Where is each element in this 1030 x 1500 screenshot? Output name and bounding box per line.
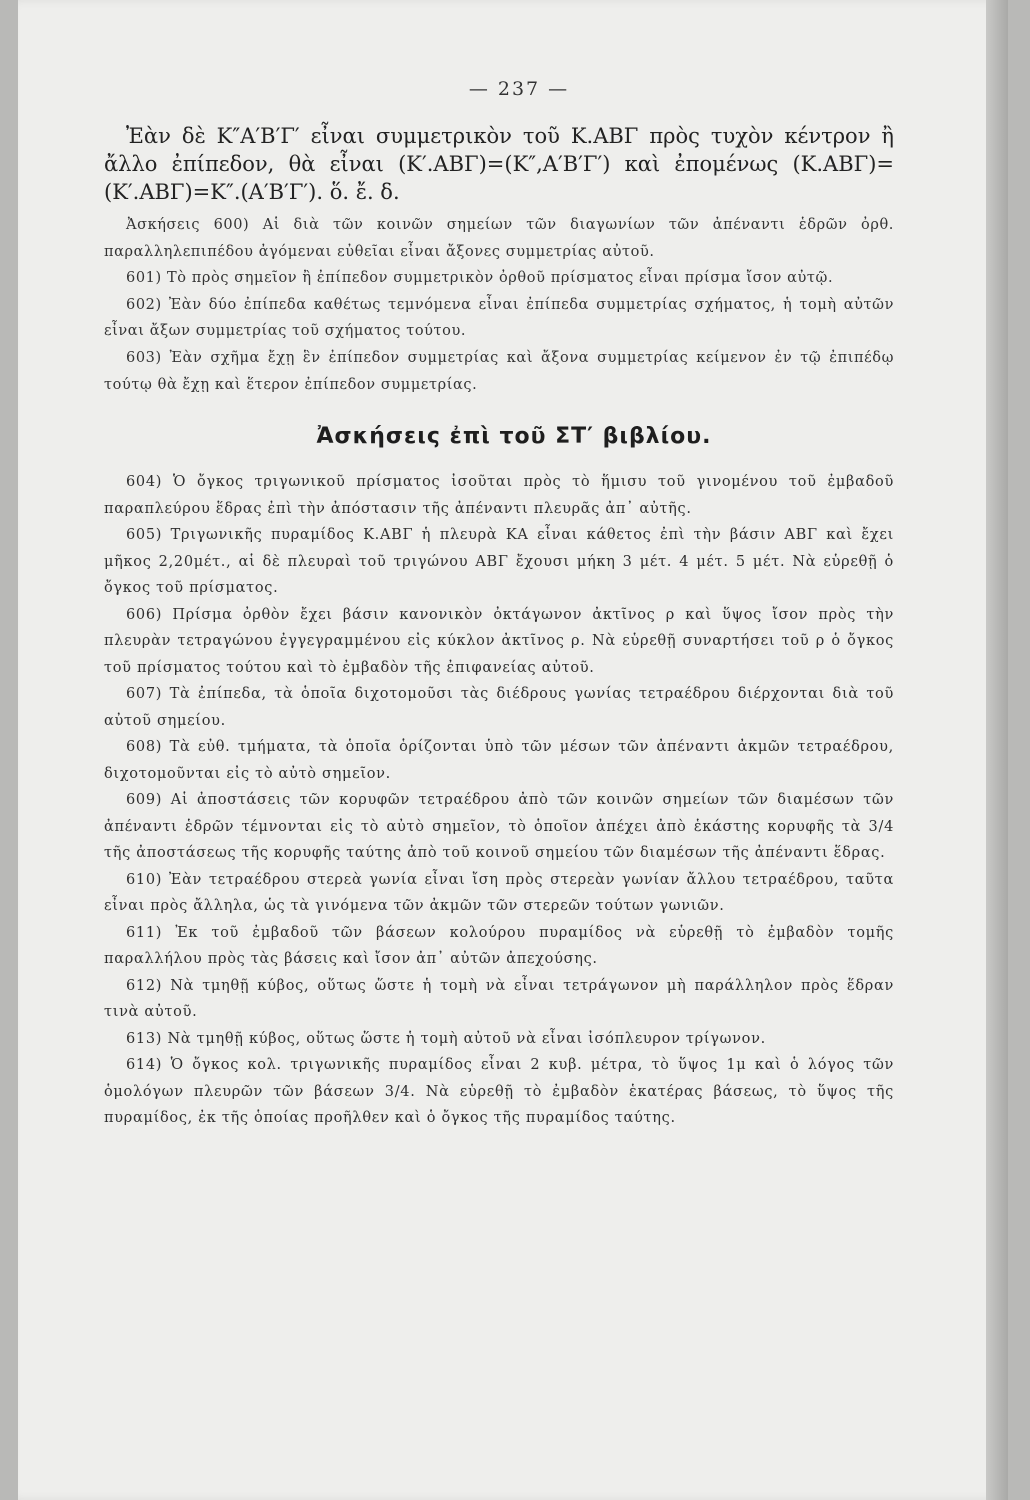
page-edge-shadow bbox=[986, 0, 1008, 1500]
exercise-612: 612) Νὰ τμηθῇ κύβος, οὕτως ὥστε ἡ τομὴ νὰ εἶναι τετράγωνον μὴ παράλληλον πρὸς ἕδραν τινὰ αὐτοῦ. bbox=[104, 977, 894, 1021]
exercise-610: 610) Ἐὰν τετραέδρου στερεὰ γωνία εἶναι ἴση πρὸς στερεὰν γωνίαν ἄλλου τετραέδρου, ταῦτα εἶναι πρὸς ἄλληλα, ὡς τὰ γινόμενα τῶν ἀκμῶν τῶν στερεῶν τούτων γωνιῶν. bbox=[104, 871, 894, 915]
exercise-611: 611) Ἐκ τοῦ ἐμβαδοῦ τῶν βάσεων κολούρου πυραμίδος νὰ εὑρεθῇ τὸ ἐμβαδὸν τομῆς παραλλήλου πρὸς τὰς βάσεις καὶ ἴσον ἀπ᾽ αὐτῶν ἀπεχούσης. bbox=[104, 924, 894, 968]
exercise-600: Ἀσκήσεις 600) Αἱ διὰ τῶν κοινῶν σημείων τῶν διαγωνίων τῶν ἀπέναντι ἑδρῶν ὀρθ. παραλληλεπιπέδου ἀγόμεναι εὐθεῖαι εἶναι ἄξονες συμμετρίας αὐτοῦ. bbox=[104, 217, 894, 260]
section-heading: Ἀσκήσεις ἐπὶ τοῦ ΣΤ′ βιβλίου. bbox=[316, 424, 712, 450]
exercise-605: 605) Τριγωνικῆς πυραμίδος Κ.ΑΒΓ ἡ πλευρὰ ΚΑ εἶναι κάθετος ἐπὶ τὴν βάσιν ΑΒΓ καὶ ἔχει μῆκος 2,20μέτ., αἱ δὲ πλευραὶ τοῦ τριγώνου ΑΒΓ ἔχουσι μήκη 3 μέτ. 4 μέτ. 5 μέτ. Νὰ εὑρεθῇ ὁ ὄγκος τοῦ πρίσματος. bbox=[104, 527, 894, 597]
page-number: — 237 — bbox=[468, 78, 570, 100]
exercise-607: 607) Τὰ ἐπίπεδα, τὰ ὁποῖα διχοτομοῦσι τὰς διέδρους γωνίας τετραέδρου διέρχονται διὰ τοῦ αὐτοῦ σημείου. bbox=[104, 686, 894, 729]
exercise-601: 601) Τὸ πρὸς σημεῖον ἢ ἐπίπεδον συμμετρικὸν ὀρθοῦ πρίσματος εἶναι πρίσμα ἴσον αὐτῷ. bbox=[126, 270, 834, 287]
lead-paragraph: Ἐὰν δὲ Κ″Α′Β′Γ′ εἶναι συμμετρικὸν τοῦ Κ.ΑΒΓ πρὸς τυχὸν κέντρον ἢ ἄλλο ἐπίπεδον, θὰ εἶναι (Κ′.ΑΒΓ)=(Κ″,Α′Β′Γ′) καὶ ἐπομένως (Κ.ΑΒΓ)=(Κ′.ΑΒΓ)=Κ″.(Α′Β′Γ′). ὅ. ἔ. δ. bbox=[104, 124, 894, 204]
page-content bbox=[104, 78, 894, 1132]
exercise-604: 604) Ὁ ὄγκος τριγωνικοῦ πρίσματος ἰσοῦται πρὸς τὸ ἥμισυ τοῦ γινομένου τοῦ ἐμβαδοῦ παραπλεύρου ἕδρας ἐπὶ τὴν ἀπόστασιν τῆς ἀπέναντι πλευρᾶς ἀπ᾽ αὐτῆς. bbox=[104, 474, 894, 517]
exercise-608: 608) Τὰ εὐθ. τμήματα, τὰ ὁποῖα ὁρίζονται ὑπὸ τῶν μέσων τῶν ἀπέναντι ἀκμῶν τετραέδρου, διχοτομοῦνται εἰς τὸ αὐτὸ σημεῖον. bbox=[104, 739, 894, 782]
exercise-606: 606) Πρίσμα ὀρθὸν ἔχει βάσιν κανονικὸν ὀκτάγωνον ἀκτῖνος ρ καὶ ὕψος ἴσον πρὸς τὴν πλευρὰν τετραγώνου ἐγγεγραμμένου εἰς κύκλον ἀκτῖνος ρ. Νὰ εὑρεθῇ συναρτήσει τοῦ ρ ὁ ὄγκος τοῦ πρίσματος τούτου καὶ τὸ ἐμβαδὸν τῆς ἐπιφανείας αὐτοῦ. bbox=[104, 606, 894, 676]
exercise-609: 609) Αἱ ἀποστάσεις τῶν κορυφῶν τετραέδρου ἀπὸ τῶν κοινῶν σημείων τῶν διαμέσων τῶν ἀπέναντι ἑδρῶν τέμνονται εἰς τὸ αὐτὸ σημεῖον, τὸ ὁποῖον ἀπέχει ἀπὸ ἑκάστης κορυφῆς τὰ 3/4 τῆς ἀποστάσεως τῆς κορυφῆς ταύτης ἀπὸ τοῦ κοινοῦ σημείου τῶν διαμέσων τῆς ἀπέναντι ἕδρας. bbox=[104, 792, 894, 862]
exercise-603: 603) Ἐὰν σχῆμα ἔχῃ ἓν ἐπίπεδον συμμετρίας καὶ ἄξονα συμμετρίας κείμενον ἐν τῷ ἐπιπέδῳ τούτῳ θὰ ἔχῃ καὶ ἕτερον ἐπίπεδον συμμετρίας. bbox=[104, 349, 894, 393]
exercise-602: 602) Ἐὰν δύο ἐπίπεδα καθέτως τεμνόμενα εἶναι ἐπίπεδα συμμετρίας σχήματος, ἡ τομὴ αὐτῶν εἶναι ἄξων συμμετρίας τοῦ σχήματος τούτου. bbox=[104, 296, 894, 340]
exercise-614: 614) Ὁ ὄγκος κολ. τριγωνικῆς πυραμίδος εἶναι 2 κυβ. μέτρα, τὸ ὕψος 1μ καὶ ὁ λόγος τῶν ὁμολόγων πλευρῶν τῶν βάσεων 3/4. Νὰ εὑρεθῇ τὸ ἐμβαδὸν ἑκατέρας βάσεως, τὸ ὕψος τῆς πυραμίδος, ἐκ τῆς ὁποίας προῆλθεν καὶ ὁ ὄγκος τῆς πυραμίδος ταύτης. bbox=[104, 1057, 894, 1127]
page-sheet bbox=[18, 0, 1008, 1500]
exercise-613: 613) Νὰ τμηθῇ κύβος, οὕτως ὥστε ἡ τομὴ αὐτοῦ νὰ εἶναι ἰσόπλευρον τρίγωνον. bbox=[126, 1030, 766, 1047]
